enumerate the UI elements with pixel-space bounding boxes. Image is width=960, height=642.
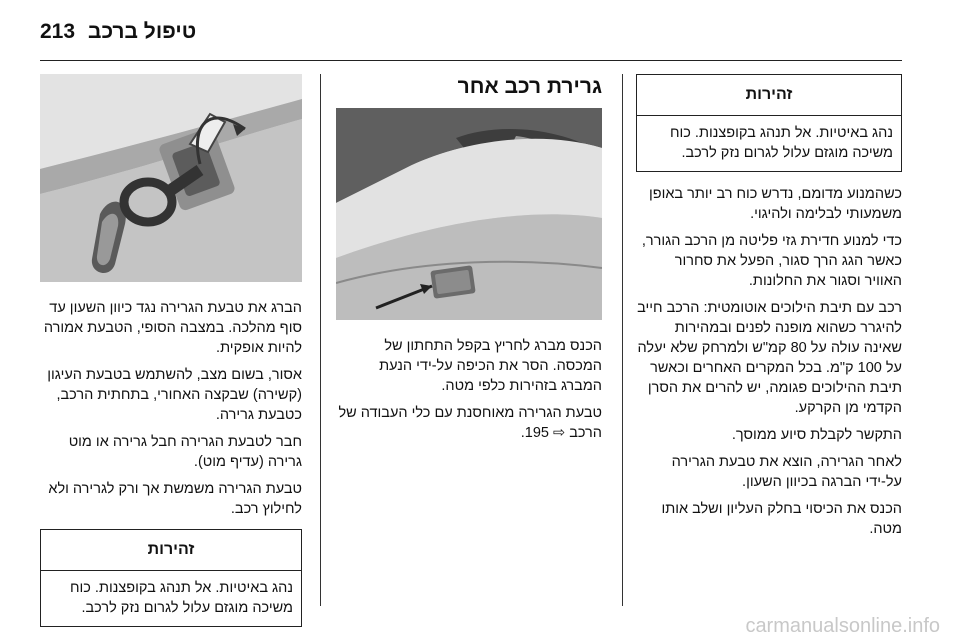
middle-column — [336, 74, 602, 450]
paragraph: לאחר הגרירה, הוצא את טבעת הגרירה על-ידי הברגה בכיוון השעון. — [671, 454, 902, 490]
paragraph: הכנס מברג לחריץ בקפל התחתון של המכסה. הסר את הכיפה על-ידי הנעת המברג בזהירות כלפי מטה. — [379, 338, 602, 394]
section-title: גרירת רכב אחר — [457, 75, 602, 98]
warning-box — [40, 529, 302, 627]
warning-title: זהירות — [41, 530, 301, 571]
running-header: טיפול ברכב — [88, 20, 197, 43]
paragraph: חבר לטבעת הגרירה חבל גרירה או מוט גרירה (עדיף מוט). — [68, 434, 302, 470]
paragraph: טבעת הגרירה מאוחסנת עם כלי העבודה של הרכב ⇨ 195. — [338, 405, 602, 441]
paragraph: התקשר לקבלת סיוע ממוסך. — [731, 427, 902, 443]
paragraph: אסור, בשום מצב, להשתמש בטבעת העיגון (קשירה) שבקצה האחורי, בתחתית הרכב, כטבעת גרירה. — [47, 367, 302, 423]
warning-title: זהירות — [637, 75, 901, 116]
column-divider-right — [622, 74, 623, 606]
towing-eye-illustration — [40, 74, 302, 282]
column-divider-left — [320, 74, 321, 606]
paragraph: כדי למנוע חדירת גזי פליטה מן הרכב הגורר, כאשר הגג הרך סגור, הפעל את סחרור האוויר וסגור את החלונות. — [641, 233, 902, 289]
paragraph: הכנס את הכיסוי בחלק העליון ושלב אותו מטה. — [661, 501, 902, 537]
paragraph: רכב עם תיבת הילוכים אוטומטית: הרכב חייב להיגרר כשהוא מופנה לפנים ובמהירות שאינה עולה על 80 קמ"ש ולמרחק שלא יעלה על 100 ק"מ. בכל המקרים האחרים וכאשר תיבת ההילוכים פגומה, יש להרים את הסרן הקדמי מן הקרקע. — [637, 300, 902, 416]
header-rule — [40, 60, 902, 61]
warning-text: נהג באיטיות. אל תנהג בקופצנות. כוח משיכה מוגזם עלול לגרום נזק לרכב. — [669, 125, 893, 161]
paragraph: טבעת הגרירה משמשת אך ורק לגרירה ולא לחילוץ רכב. — [48, 481, 302, 517]
warning-box — [636, 74, 902, 172]
bumper-cover-illustration — [336, 108, 602, 320]
paragraph: הברג את טבעת הגרירה נגד כיוון השעון עד סוף מהלכה. במצבה הסופי, הטבעת אמורה להיות אופקית. — [43, 300, 302, 356]
page-number: 213 — [40, 20, 76, 43]
car-rear-bumper-figure — [336, 108, 602, 320]
right-column — [636, 74, 902, 546]
towing-eye-figure — [40, 74, 302, 282]
paragraph: כשהמנוע מדומם, נדרש כוח רב יותר באופן משמעותי לבלימה ולהיגוי. — [648, 186, 902, 222]
warning-text: נהג באיטיות. אל תנהג בקופצנות. כוח משיכה מוגזם עלול לגרום נזק לרכב. — [69, 580, 293, 616]
watermark: carmanualsonline.info — [745, 615, 940, 637]
left-column — [40, 74, 302, 639]
